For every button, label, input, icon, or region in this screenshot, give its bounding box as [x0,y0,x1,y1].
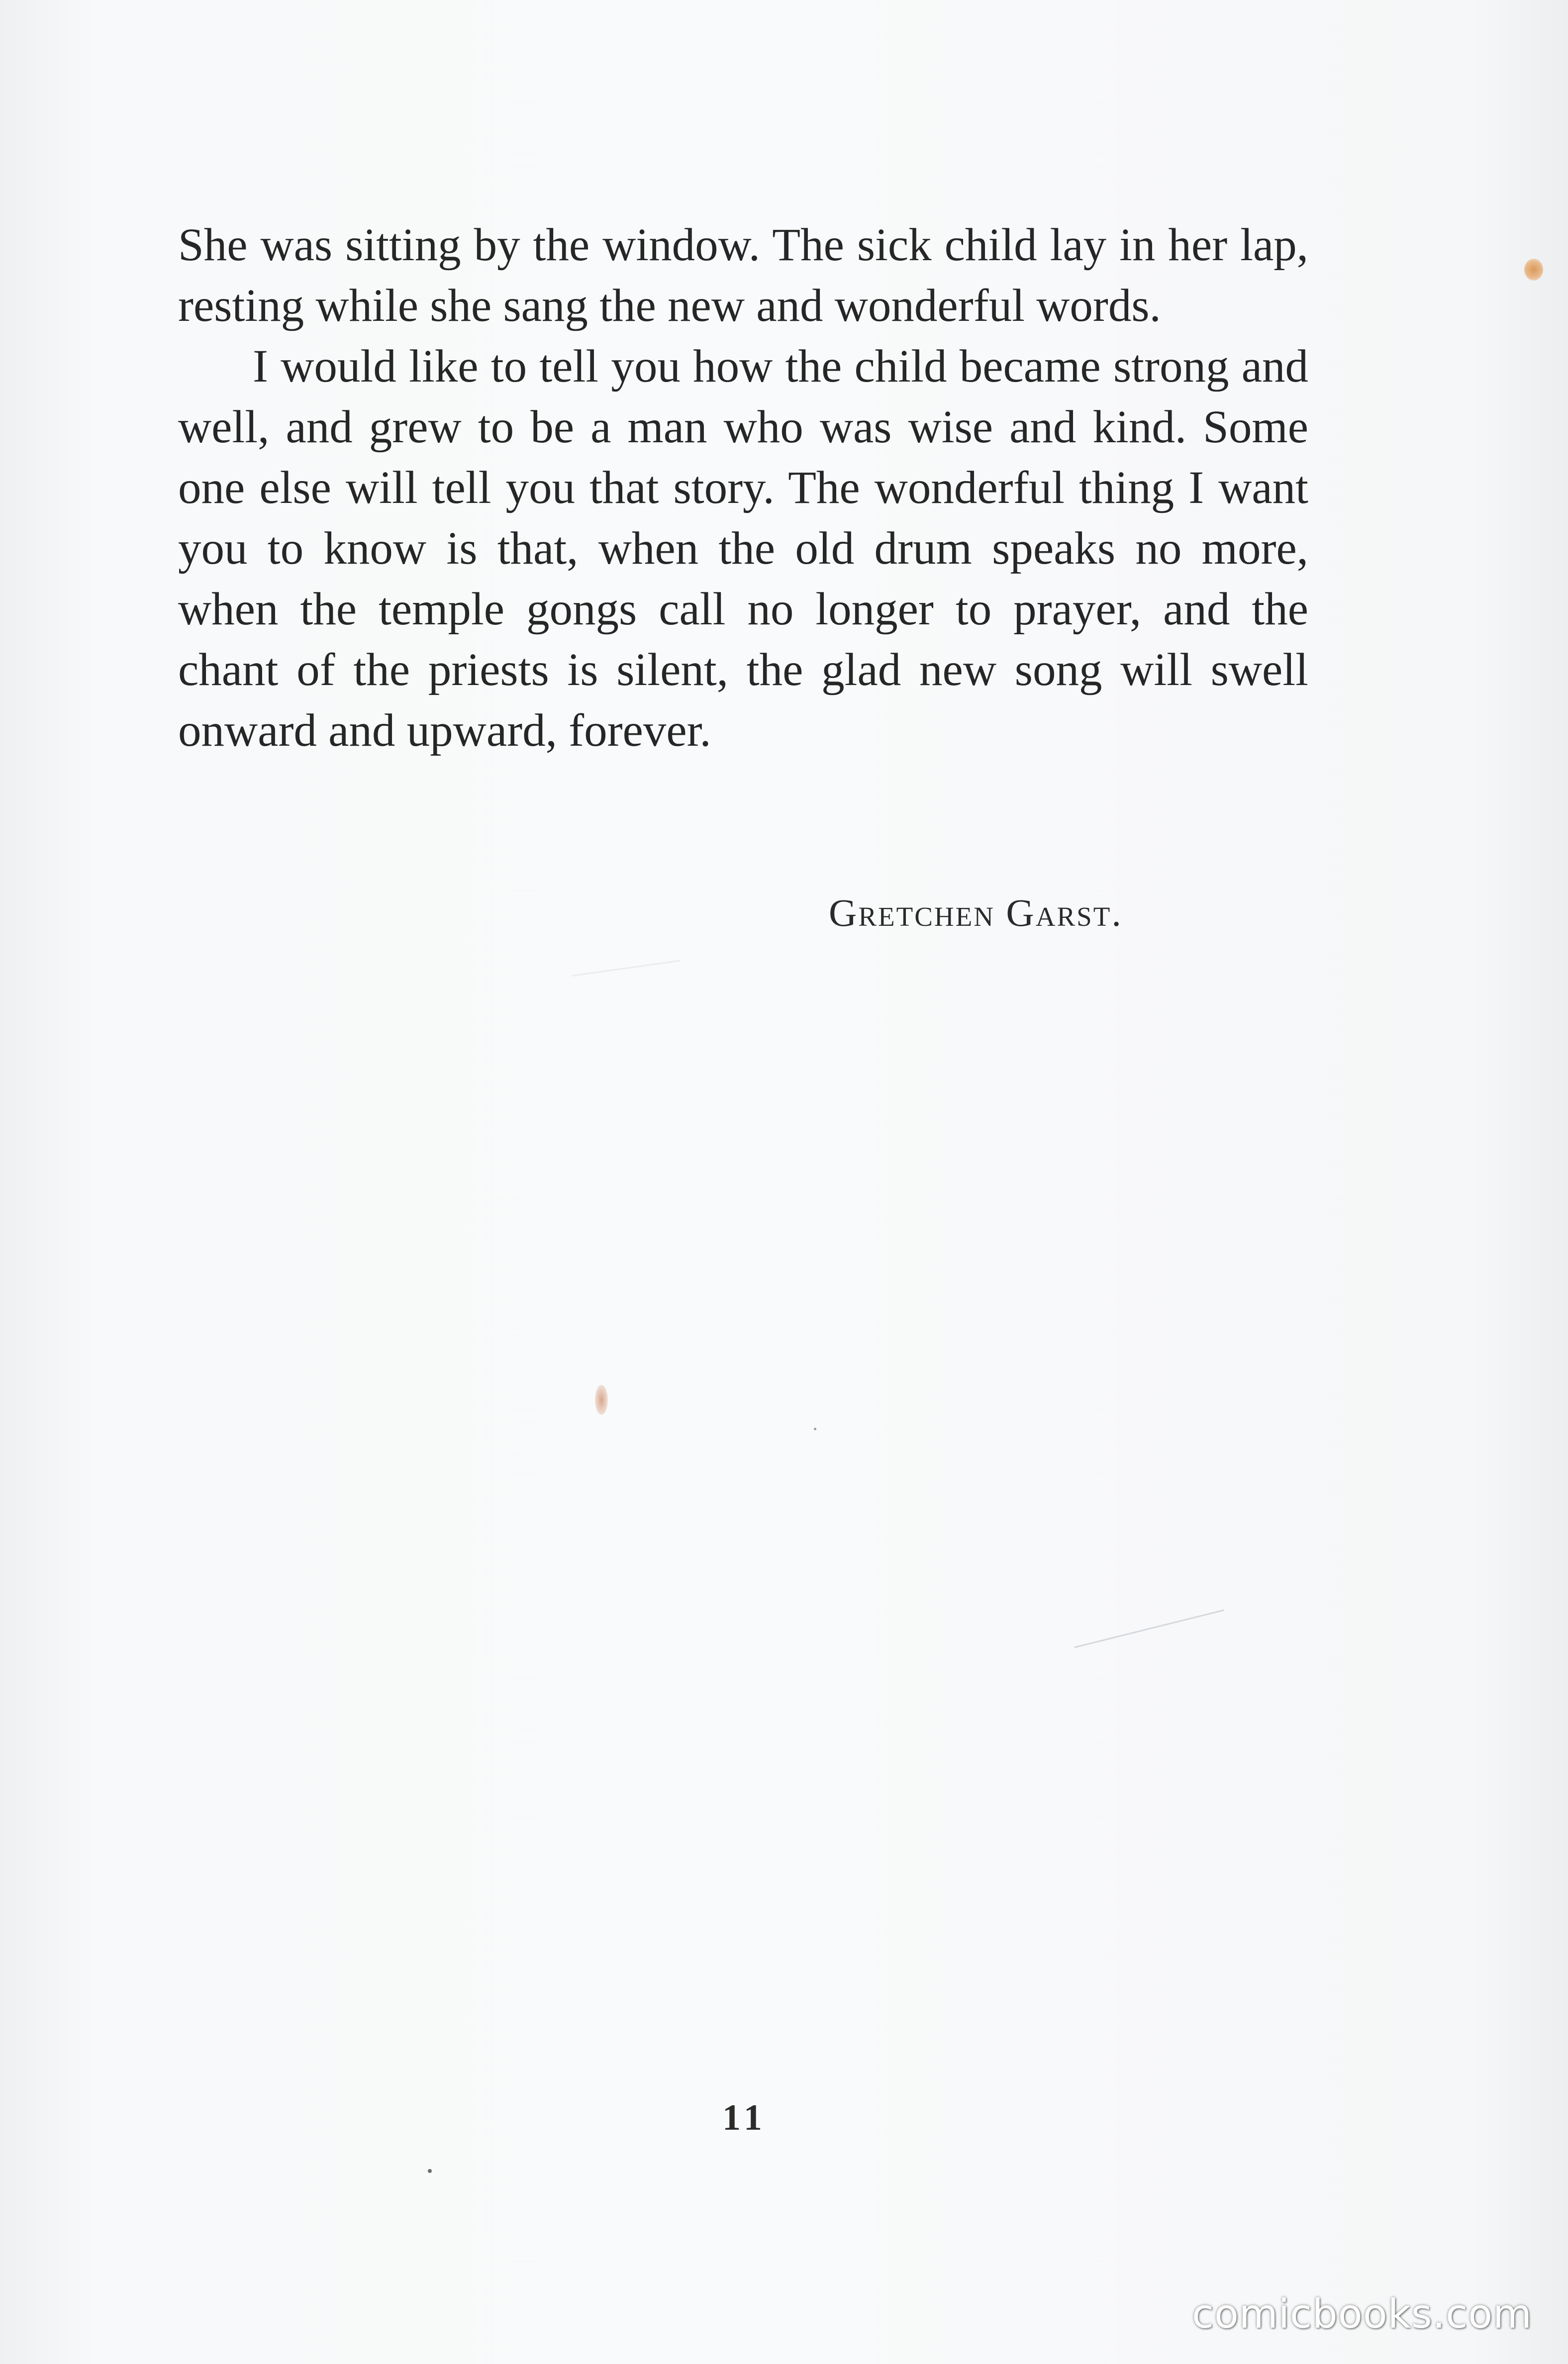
paper-scratch [572,960,681,977]
page-number: 11 [722,2097,767,2138]
paper-speck [428,2169,432,2173]
site-watermark: comicbooks.com [1191,2291,1532,2337]
paragraph: I would like to tell you how the child became strong and well, and grew to be a man who was wise and kind. Some one else will tell you that story. The wonderful thing I want you to know is that, when the old drum speaks no more, when the temple gongs call no longer to prayer, and the chant of the priests is silent, the glad new song will swell onward and upward, forever. [178,341,1308,756]
paper-stain [595,1385,608,1415]
paragraph: She was sitting by the window. The sick child lay in her lap, resting while she sang the new and wonderful words. [178,219,1308,331]
author-signature: Gretchen Garst. [829,891,1123,934]
body-text [178,215,1308,761]
paper-speck [814,1428,816,1430]
paper-stain [1524,259,1543,281]
paper-scratch [1075,1609,1225,1648]
